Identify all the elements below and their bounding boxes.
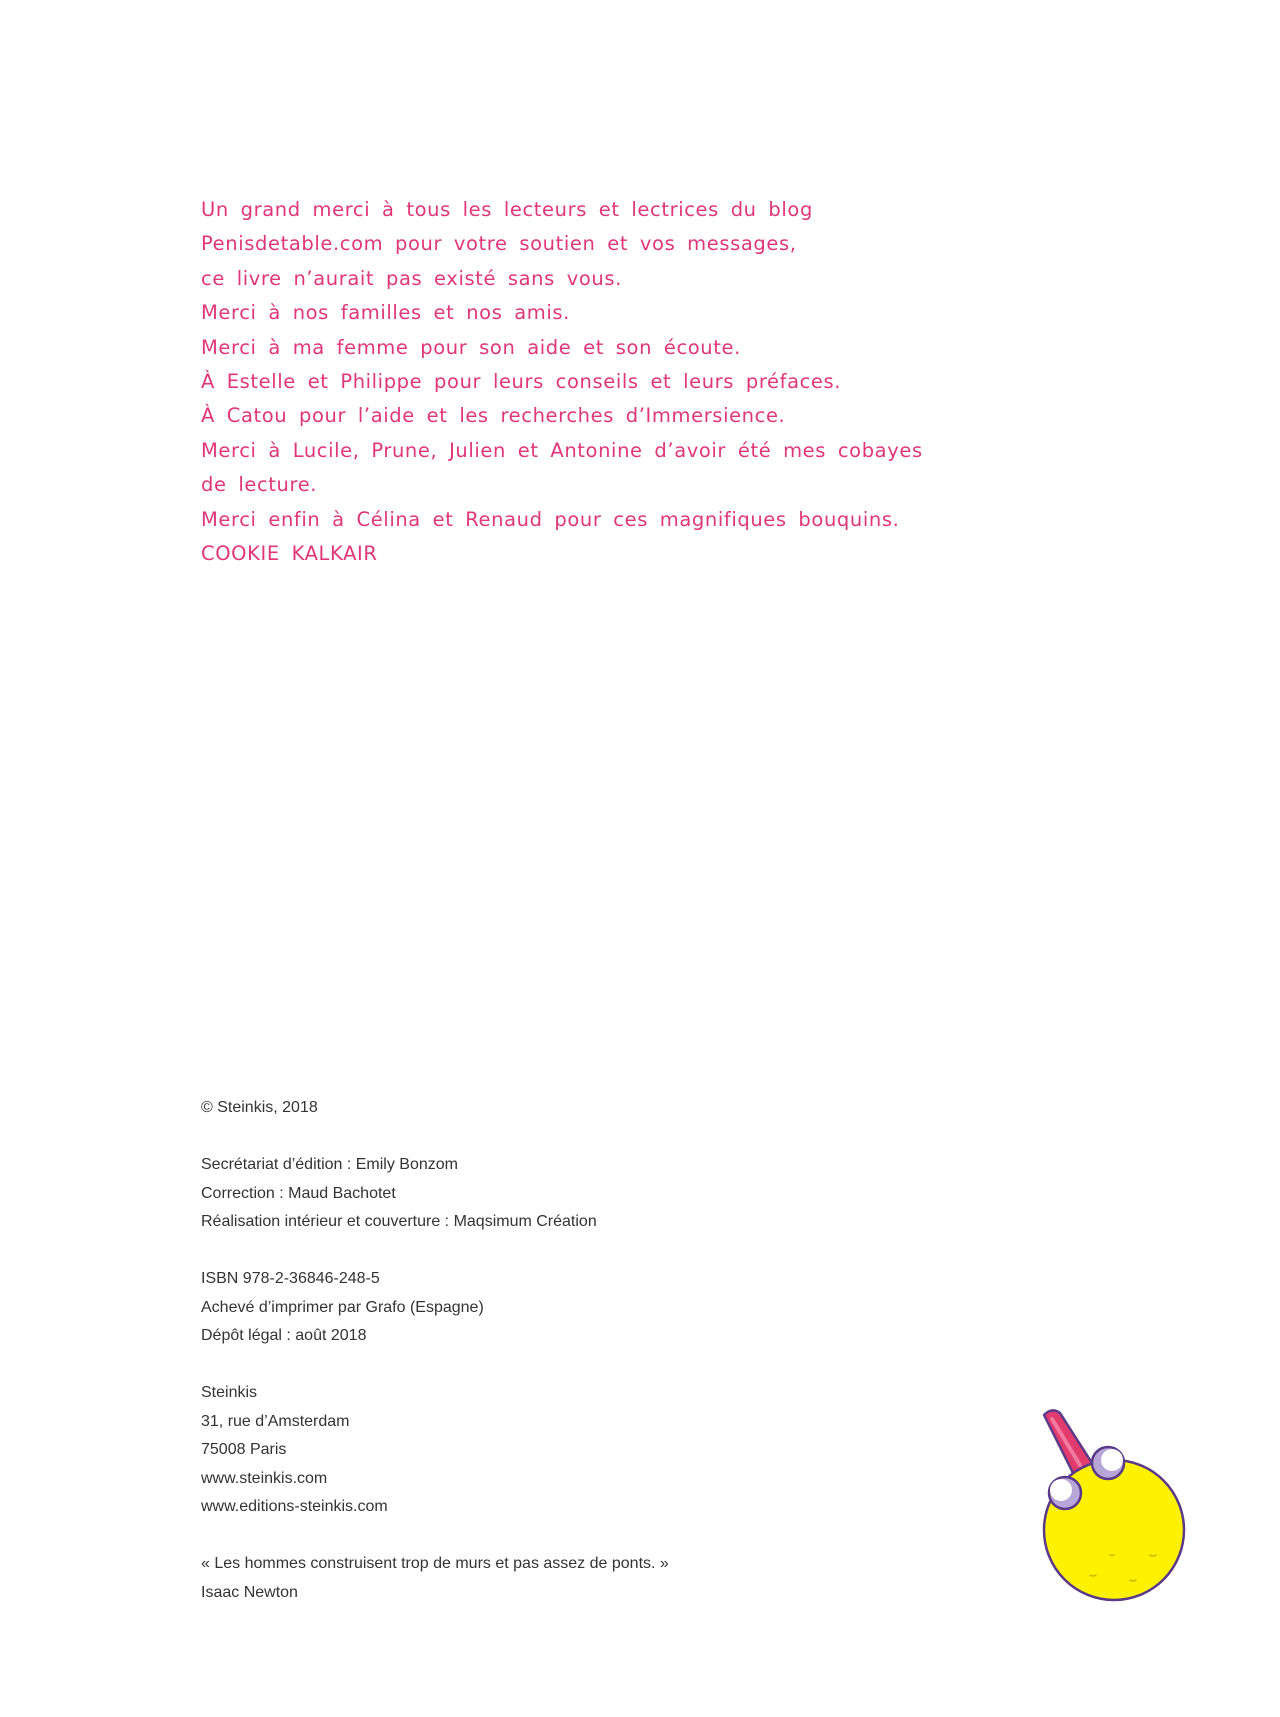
publisher-website: www.steinkis.com <box>201 1469 328 1487</box>
credit-line: Réalisation intérieur et couverture : Maqsimum Création <box>201 1213 597 1230</box>
dedication-line: de lecture. <box>201 473 318 497</box>
dedication-line: ce livre n’aurait pas existé sans vous. <box>201 266 622 290</box>
printing-block <box>201 1265 1101 1351</box>
dedication-line: Merci à Lucile, Prune, Julien et Antonine d’avoir été mes cobayes <box>201 438 923 462</box>
credit-line: Secrétariat d’édition : Emily Bonzom <box>201 1156 458 1173</box>
credit-line: Correction : Maud Bachotet <box>201 1184 396 1202</box>
dedication-line: Un grand merci à tous les lecteurs et lectrices du blog <box>201 198 813 221</box>
ping-pong-ball-character-icon <box>1030 1405 1190 1610</box>
quote-author: Isaac Newton <box>201 1583 298 1601</box>
copyright-block <box>201 1094 1101 1123</box>
colophon <box>201 1094 1101 1607</box>
dedication-line: Merci à nos familles et nos amis. <box>201 301 570 325</box>
quote-block <box>201 1550 1101 1607</box>
dedication-text <box>201 193 1101 571</box>
quote-text: « Les hommes construisent trop de murs et pas assez de ponts. » <box>201 1555 669 1572</box>
dedication-line: Merci à ma femme pour son aide et son écoute. <box>201 335 741 359</box>
dedication-line: Penisdetable.com pour votre soutien et vos messages, <box>201 232 797 256</box>
copyright-notice: © Steinkis, 2018 <box>201 1099 318 1116</box>
isbn: ISBN 978-2-36846-248-5 <box>201 1270 380 1287</box>
dedication-line: Merci enfin à Célina et Renaud pour ces magnifiques bouquins. <box>201 507 900 531</box>
publisher-city: 75008 Paris <box>201 1441 287 1458</box>
publisher-website: www.editions-steinkis.com <box>201 1498 388 1515</box>
printer: Achevé d’imprimer par Grafo (Espagne) <box>201 1298 484 1316</box>
publisher-name: Steinkis <box>201 1384 258 1401</box>
dedication-line: À Catou pour l’aide et les recherches d’Immersience. <box>201 404 786 428</box>
dedication-signature: COOKIE KALKAIR <box>201 542 378 566</box>
publisher-street: 31, rue d’Amsterdam <box>201 1412 350 1430</box>
credits-block <box>201 1151 1101 1237</box>
dedication-line: À Estelle et Philippe pour leurs conseils et leurs préfaces. <box>201 370 842 394</box>
legal-deposit: Dépôt légal : août 2018 <box>201 1327 367 1344</box>
publisher-block <box>201 1379 1101 1522</box>
